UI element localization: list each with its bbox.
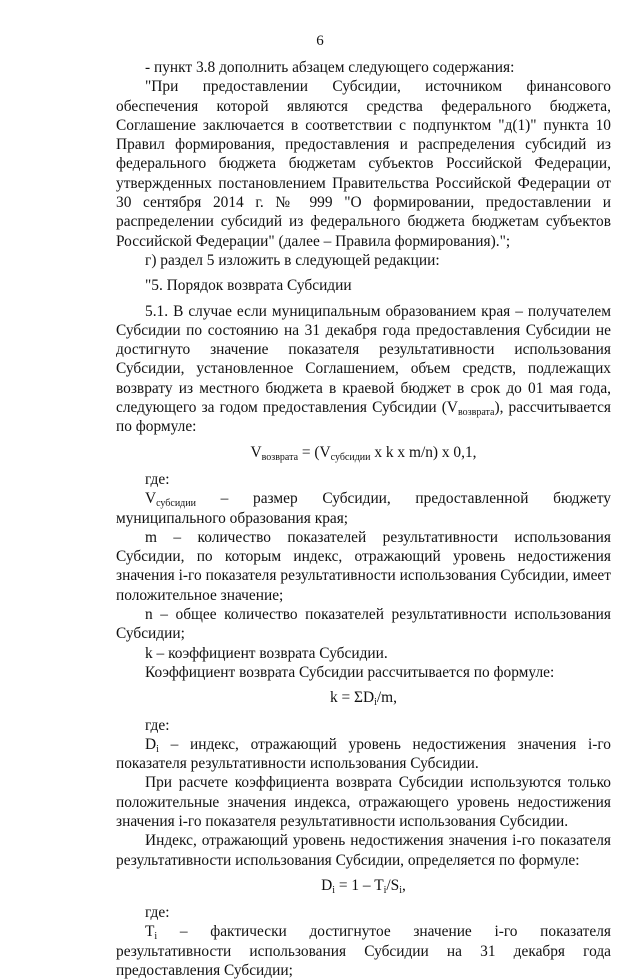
paragraph-positive-index: При расчете коэффициента возврата Субсидии используются только положительные значения индекса, отражающего уровень недостижения значения i-го показателя результативности использования Субсидии. (116, 774, 611, 830)
formula-k: $k = \Sigma D_i/m$, (329, 689, 398, 709)
definition-d-i: $D_i$ – индекс, отражающий уровень недостижения значения i-го показателя результативности использования Субсидии. (116, 735, 611, 773)
paragraph-section-5-intro: г) раздел 5 изложить в следующей редакции: (145, 251, 440, 269)
paragraph-k-formula-intro: Коэффициент возврата Субсидии рассчитывается по формуле: (145, 663, 555, 681)
page-number: 6 (316, 33, 324, 49)
where-label: где: (145, 716, 170, 734)
where-label: где: (145, 470, 170, 488)
formula-v-return: $V_{возврата} = (V_{субсидии}$ x k x m/n) x 0,1, (250, 443, 477, 463)
definition-v-subsidy: $V_{субсидии}$ – размер Субсидии, предоставленной бюджету муниципального образования края; (116, 490, 611, 527)
section-5-heading: "5. Порядок возврата Субсидии (145, 277, 352, 295)
formula-d-i: $D_i = 1 - T_i/S_i$, (321, 876, 406, 896)
definition-k: k – коэффициент возврата Субсидии. (145, 644, 388, 662)
definition-t-i: $T_i$ – фактически достигнутое значение i-го показателя результативности использования Субсидии на 31 декабря года предоставления Субсидии; (116, 923, 611, 980)
paragraph-amend-3-8: - пункт 3.8 дополнить абзацем следующего содержания: (145, 59, 515, 76)
document-body (116, 58, 611, 980)
definition-n: n – общее количество показателей результативности использования Субсидии; (116, 606, 611, 643)
paragraph-federal-subsidy: "При предоставлении Субсидии, источником финансового обеспечения которой являются средства федерального бюджета, Соглашение заключается в соответствии с подпунктом "д(1)" пункта 10 Правил формирования, предоставления и распределения субсидий из федерального бюджета бюджетам субъектов Российской Федерации, утвержденных постановлением Правительства Российской Федерации от 30 сентября 2014 г. № 999 "О формировании, предоставлении и распределении субсидий из федерального бюджета бюджетам субъектов Российской Федерации" (далее – Правила формирования)."; (116, 78, 611, 250)
paragraph-5-1: 5.1. В случае если муниципальным образованием края – получателем Субсидии по состоянию на 31 декабря года предоставления Субсидии не достигнуто значение показателя результативности использования Субсидии, установленное Соглашением, объем средств, подлежащих возврату из местного бюджета в краевой бюджет в срок до 01 мая года, следующего за годом предоставления Субсидии $(V_{возврата})$, рассчитывается по формуле: (116, 302, 611, 436)
where-label: где: (145, 904, 170, 922)
definition-m: m – количество показателей результативности использования Субсидии, по которым индекс, отражающий уровень недостижения значения i-го показателя результативности использования Субсидии, имеет положительное значение; (116, 528, 611, 604)
paragraph-index-formula-intro: Индекс, отражающий уровень недостижения значения i-го показателя результативности использования Субсидии, определяется по формуле: (116, 832, 611, 869)
